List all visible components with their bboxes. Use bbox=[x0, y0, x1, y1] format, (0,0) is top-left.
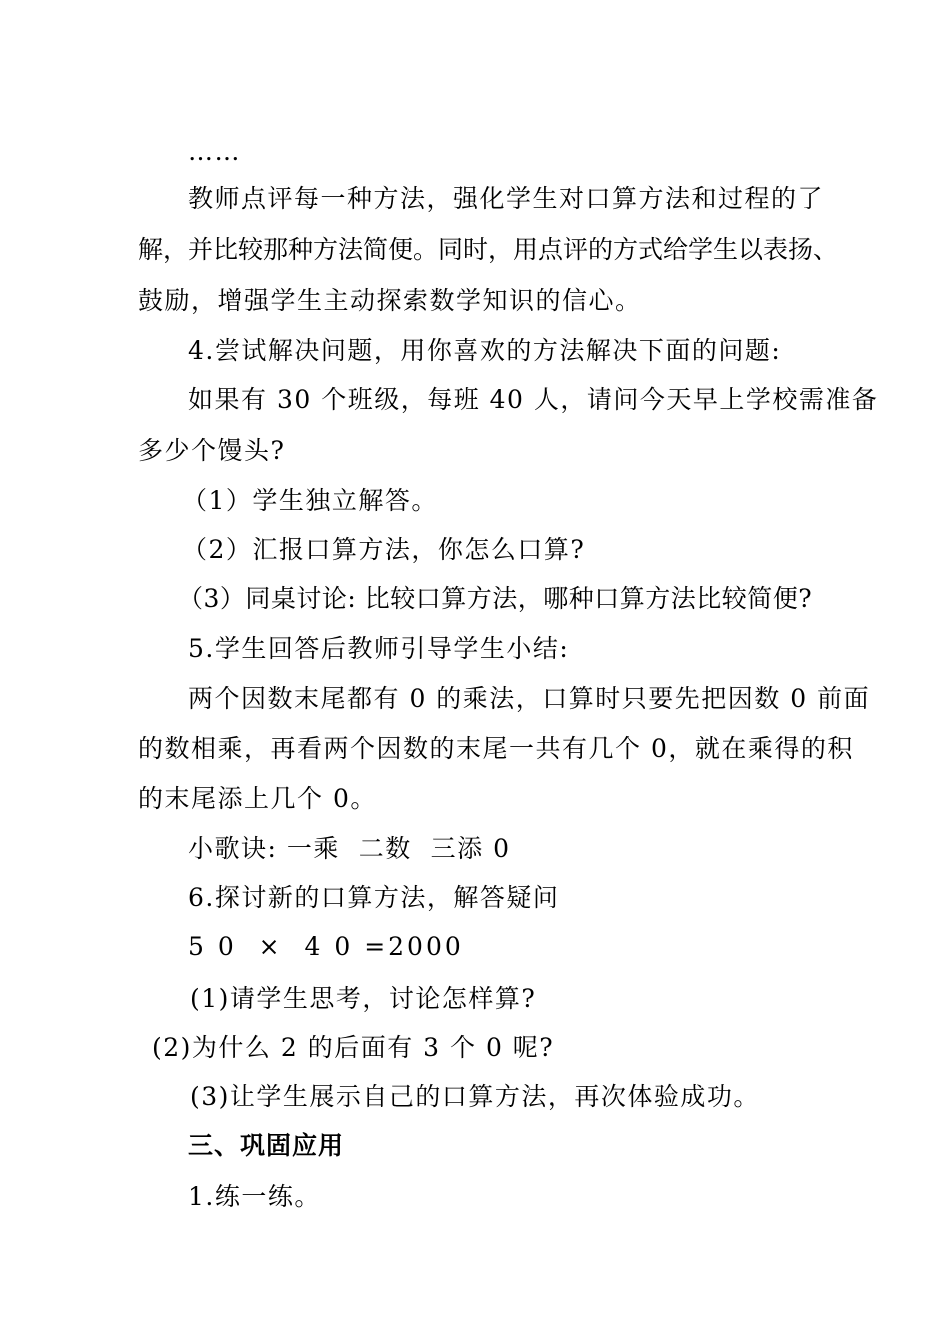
paragraph-line: 两个因数末尾都有 0 的乘法，口算时只要先把因数 0 前面 bbox=[188, 684, 871, 713]
step-5-title: 5.学生回答后教师引导学生小结: bbox=[188, 634, 570, 663]
paragraph-line: 如果有 30 个班级，每班 40 人，请问今天早上学校需准备 bbox=[188, 385, 879, 414]
paragraph-line: 鼓励，增强学生主动探索数学知识的信心。 bbox=[138, 286, 642, 315]
list-item: (1)请学生思考，讨论怎样算? bbox=[190, 984, 537, 1013]
ellipsis-line: …… bbox=[188, 137, 241, 166]
paragraph-line: 教师点评每一种方法，强化学生对口算方法和过程的了 bbox=[188, 184, 825, 213]
step-4-title: 4.尝试解决问题，用你喜欢的方法解决下面的问题: bbox=[188, 336, 782, 365]
mnemonic-line: 小歌诀: 一乘 二数 三添 0 bbox=[188, 834, 511, 863]
list-item: （2）汇报口算方法，你怎么口算? bbox=[182, 535, 586, 564]
paragraph-line: 的末尾添上几个 0。 bbox=[138, 784, 377, 813]
practice-item: 1.练一练。 bbox=[188, 1182, 321, 1211]
equation-line: 5 0 × 4 0 =2000 bbox=[188, 932, 464, 961]
list-item: （1）学生独立解答。 bbox=[182, 486, 438, 515]
list-item: (3)让学生展示自己的口算方法，再次体验成功。 bbox=[190, 1082, 760, 1111]
list-item: (2)为什么 2 的后面有 3 个 0 呢? bbox=[152, 1033, 555, 1062]
section-heading: 三、巩固应用 bbox=[188, 1131, 345, 1160]
step-6-title: 6.探讨新的口算方法，解答疑问 bbox=[188, 883, 560, 912]
paragraph-line: 的数相乘，再看两个因数的末尾一共有几个 0，就在乘得的积 bbox=[138, 734, 854, 763]
list-item: （3）同桌讨论: 比较口算方法，哪种口算方法比较简便? bbox=[178, 584, 813, 613]
paragraph-line: 解，并比较那种方法简便。同时，用点评的方式给学生以表扬、 bbox=[138, 235, 839, 264]
paragraph-line: 多少个馒头? bbox=[138, 436, 286, 465]
